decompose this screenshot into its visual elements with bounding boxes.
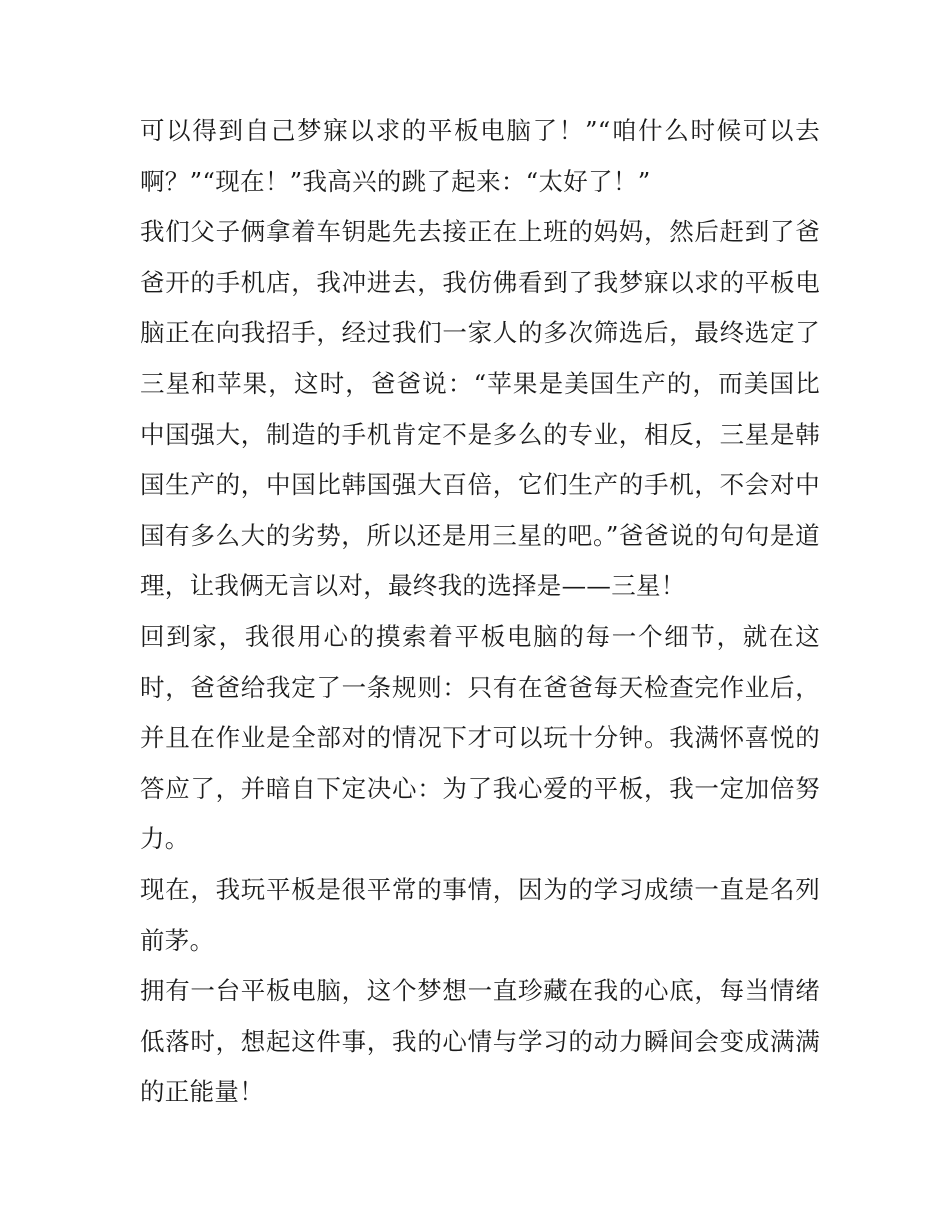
paragraph-4: 现在，我玩平板是很平常的事情，因为的学习成绩一直是名列前茅。 [140, 874, 820, 955]
paragraph-2: 我们父子俩拿着车钥匙先去接正在上班的妈妈，然后赶到了爸爸开的手机店，我冲进去，我仿佛看到了我梦寐以求的平板电脑正在向我招手，经过我们一家人的多次筛选后，最终选定了三星和苹果，这时，爸爸说：“苹果是美国生产的，而美国比中国强大，制造的手机肯定不是多么的专业，相反，三星是韩国生产的，中国比韩国强大百倍，它们生产的手机，不会对中国有多么大的劣势，所以还是用三星的吧。”爸爸说的句句是道理，让我俩无言以对，最终我的选择是——三星！ [140, 217, 820, 601]
paragraph-5: 拥有一台平板电脑，这个梦想一直珍藏在我的心底，每当情绪低落时，想起这件事，我的心情与学习的动力瞬间会变成满满的正能量！ [140, 976, 820, 1107]
document-body [140, 106, 820, 1118]
paragraph-3: 回到家，我很用心的摸索着平板电脑的每一个细节，就在这时，爸爸给我定了一条规则：只有在爸爸每天检查完作业后，并且在作业是全部对的情况下才可以玩十分钟。我满怀喜悦的答应了，并暗自下定决心：为了我心爱的平板，我一定加倍努力。 [140, 621, 820, 854]
paragraph-1: 可以得到自己梦寐以求的平板电脑了！”“咱什么时候可以去啊？”“现在！”我高兴的跳了起来：“太好了！” [140, 116, 820, 196]
